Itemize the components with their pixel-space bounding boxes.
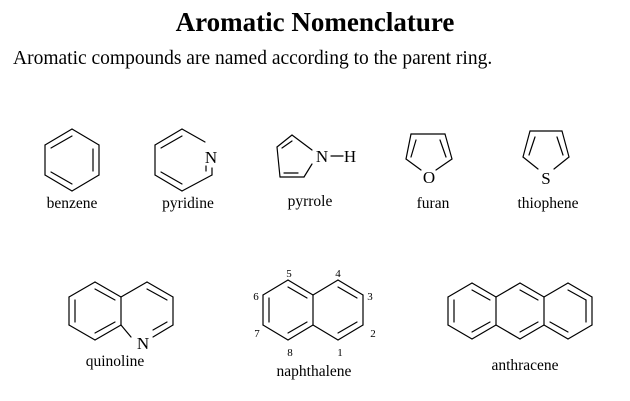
pyrrole-label: pyrrole <box>287 193 333 210</box>
pyridine-label: pyridine <box>162 195 214 212</box>
quinoline-label: quinoline <box>85 353 145 370</box>
naphthalene-structure <box>263 280 363 340</box>
anthracene-structure <box>448 283 592 339</box>
naphthalene-position-3: 3 <box>367 291 373 303</box>
pyrrole-structure <box>277 135 343 177</box>
page-subtitle: Aromatic compounds are named according to the parent ring. <box>13 48 493 69</box>
naphthalene-position-4: 4 <box>335 268 341 280</box>
furan-oxygen: O <box>422 168 436 187</box>
furan-structure <box>406 134 452 170</box>
naphthalene-position-1: 1 <box>337 347 343 359</box>
furan-label: furan <box>416 195 450 212</box>
anthracene-label: anthracene <box>491 357 559 374</box>
benzene-structure <box>45 129 99 191</box>
thiophene-sulfur: S <box>541 169 551 188</box>
quinoline-nitrogen: N <box>136 334 150 353</box>
pyrrole-hydrogen: H <box>343 147 357 166</box>
naphthalene-position-5: 5 <box>286 268 292 280</box>
thiophene-label: thiophene <box>517 195 579 212</box>
benzene-label: benzene <box>46 195 98 212</box>
pyridine-structure <box>155 129 212 191</box>
pyridine-nitrogen: N <box>204 148 218 167</box>
naphthalene-position-2: 2 <box>370 328 376 340</box>
naphthalene-position-7: 7 <box>254 328 260 340</box>
naphthalene-position-8: 8 <box>287 347 293 359</box>
thiophene-structure <box>523 131 569 169</box>
pyrrole-nitrogen: N <box>315 147 329 166</box>
page-title: Aromatic Nomenclature <box>175 7 455 37</box>
naphthalene-label: naphthalene <box>276 363 352 380</box>
quinoline-structure <box>69 282 173 340</box>
naphthalene-position-6: 6 <box>253 291 259 303</box>
